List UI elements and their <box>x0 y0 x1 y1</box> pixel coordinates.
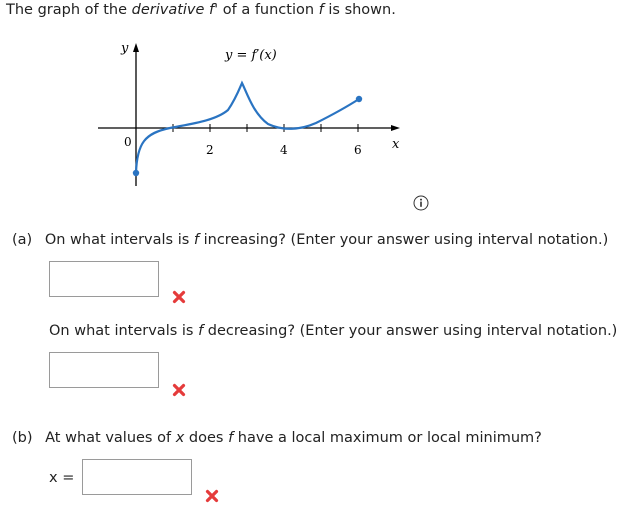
part-a-question-1 <box>12 232 608 248</box>
tick-label-6: 6 <box>354 143 362 157</box>
x-equals-label: x = <box>49 470 75 486</box>
curve-start-point <box>133 170 139 176</box>
extrema-answer-input[interactable] <box>82 459 192 495</box>
question-f: f <box>193 232 199 248</box>
curve-label: y = f′(x) <box>225 48 277 63</box>
question-text-end: decreasing? (Enter your answer using interval notation.) <box>203 323 618 339</box>
tick-label-0: 0 <box>124 135 132 149</box>
part-a-question-2 <box>49 323 617 339</box>
intro-derivative: derivative f' <box>131 2 219 18</box>
question-f: f <box>228 430 234 446</box>
question-text-end: have a local maximum or local minimum? <box>233 430 542 446</box>
curve-end-point <box>356 96 362 102</box>
incorrect-x-icon <box>172 383 186 397</box>
part-a-label: (a) <box>12 232 33 248</box>
info-icon[interactable] <box>413 195 429 211</box>
question-text: At what values of <box>45 430 176 446</box>
question-x: x <box>175 430 185 446</box>
decreasing-answer-input[interactable] <box>49 352 159 388</box>
y-axis-label: y <box>121 41 129 56</box>
part-b-label: (b) <box>12 430 33 446</box>
part-b-question <box>12 430 542 446</box>
incorrect-x-icon <box>205 489 219 503</box>
question-text-end: increasing? (Enter your answer using interval notation.) <box>199 232 609 248</box>
y-axis-arrow <box>133 43 139 52</box>
question-text-mid: does <box>184 430 229 446</box>
intro-text: The graph of the <box>6 2 132 18</box>
tick-label-4: 4 <box>280 143 288 157</box>
incorrect-x-icon <box>172 290 186 304</box>
x-axis-label: x <box>392 137 400 152</box>
question-text: On what intervals is <box>49 323 199 339</box>
intro-text-mid: of a function <box>218 2 319 18</box>
x-axis-arrow <box>391 125 400 131</box>
increasing-answer-input[interactable] <box>49 261 159 297</box>
derivative-graph <box>90 38 410 188</box>
question-f: f <box>198 323 204 339</box>
intro-text-end: is shown. <box>323 2 396 18</box>
problem-intro <box>6 2 396 18</box>
question-text: On what intervals is <box>44 232 194 248</box>
tick-label-2: 2 <box>206 143 214 157</box>
intro-f: f <box>318 2 324 18</box>
